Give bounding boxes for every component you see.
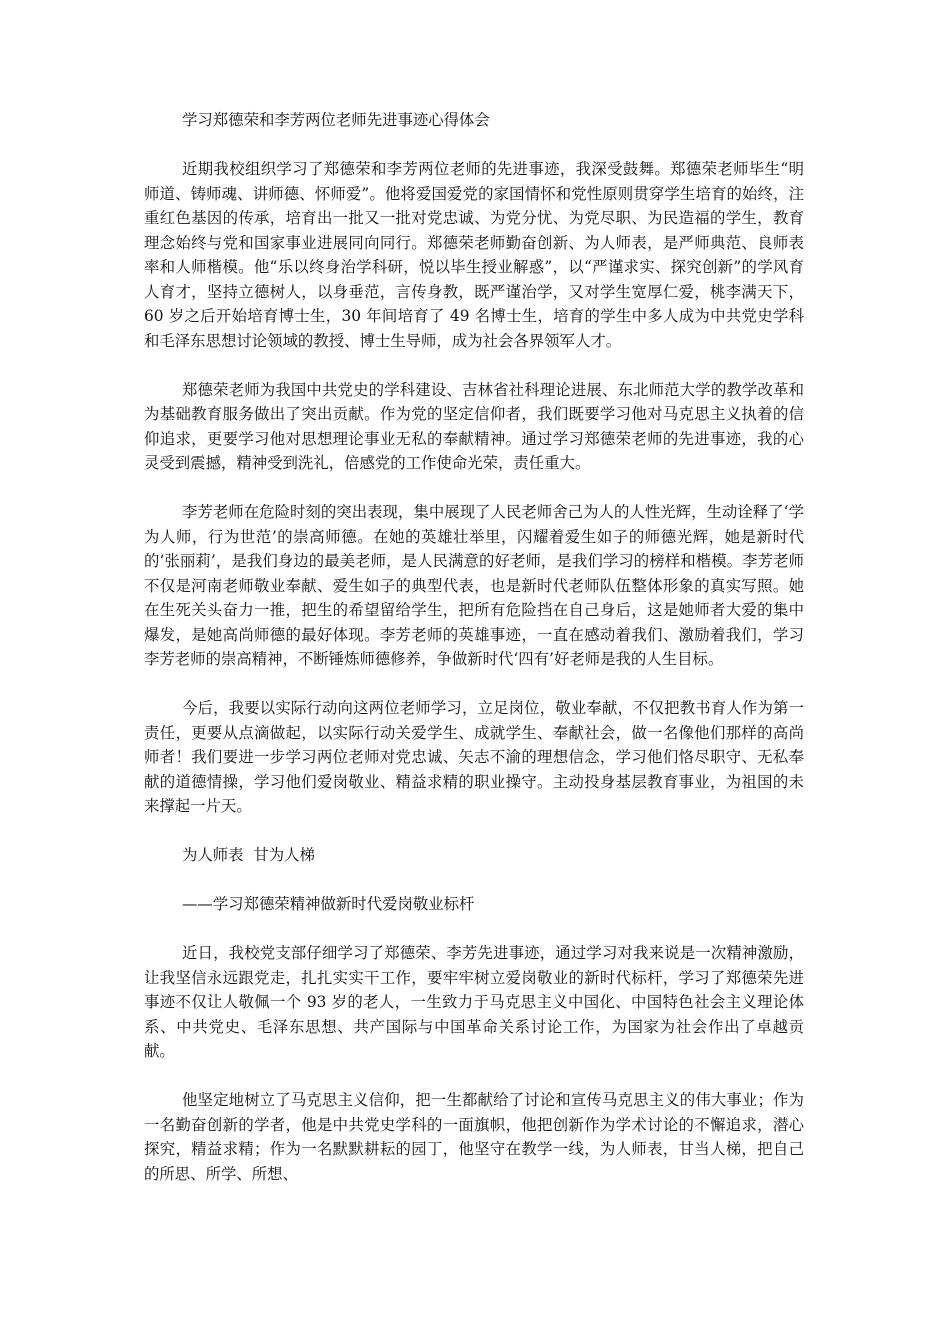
spacer: [144, 1064, 804, 1089]
spacer: [144, 868, 804, 893]
section-title: 为人师表 甘为人梯: [182, 846, 315, 864]
document-title: 学习郑德荣和李芳两位老师先进事迹心得体会: [182, 111, 490, 129]
paragraph-4: 今后，我要以实际行动向这两位老师学习，立足岗位，敬业奉献，不仅把教书育人作为第一责任，更要从点滴做起，以实际行动关爱学生、成就学生、奉献社会，做一名像他们那样的高尚师者！我们要进一步学习两位老师对党忠诚、矢志不渝的理想信念，学习他们恪尽职守、无私奉献的道德情操，学习他们爱岗敬业、精益求精的职业操守。主动投身基层教育事业，为祖国的未来撑起一片天。: [144, 699, 804, 815]
paragraph-3: 李芳老师在危险时刻的突出表现，集中展现了人民老师舍己为人的人性光辉，生动诠释了‘学为人师，行为世范’的崇高师德。在她的英雄壮举里，闪耀着爱生如子的师德光辉，她是新时代的‘张丽莉’，是我们身边的最美老师，是人民满意的好老师，是我们学习的榜样和楷模。李芳老师不仅是河南老师敬业奉献、爱生如子的典型代表，也是新时代老师队伍整体形象的真实写照。她在生死关头奋力一推，把生的希望留给学生，把所有危险挡在自己身后，这是她师者大爱的集中爆发，是她高尚师德的最好体现。李芳老师的英雄事迹，一直在感动着我们、激励着我们，学习李芳老师的崇高精神，不断锤炼师德修养，争做新时代‘四有’好老师是我的人生目标。: [144, 503, 804, 668]
paragraph-1: 近期我校组织学习了郑德荣和李芳两位老师的先进事迹，我深受鼓舞。郑德荣老师毕生“明师道、铸师魂、讲师德、怀师爱”。他将爱国爱党的家国情怀和党性原则贯穿学生培育的始终，注重红色基因的传承，培育出一批又一批对党忠诚、为党分忧、为党尽职、为民造福的学生，教育理念始终与党和国家事业进展同向同行。郑德荣老师勤奋创新、为人师表，是严师典范、良师表率和人师楷模。他“乐以终身治学科研，悦以毕生授业解惑”，以“严谨求实、探究创新”的学风育人育才，坚持立德树人，以身垂范，言传身教，既严谨治学，又对学生宽厚仁爱，桃李满天下，60 岁之后开始培育博士生，30 年间培育了 49 名博士生，培育的学生中多人成为中共党史学科和毛泽东思想讨论领域的教授、博士生导师，成为社会各界领军人才。: [144, 160, 804, 350]
spacer: [144, 133, 804, 158]
spacer: [144, 917, 804, 942]
paragraph-5: 近日，我校党支部仔细学习了郑德荣、李芳先进事迹，通过学习对我来说是一次精神激励，让我坚信永远跟党走，扎扎实实干工作，要牢牢树立爱岗敬业的新时代标杆，学习了郑德荣先进事迹不仅让人敬佩一个 93 岁的老人，一生致力于马克思主义中国化、中国特色社会主义理论体系、中共党史、毛泽东思想、共产国际与中国革命关系讨论工作，为国家为社会作出了卓越贡献。: [144, 944, 804, 1060]
spacer: [144, 672, 804, 697]
spacer: [144, 819, 804, 844]
paragraph-6: 他坚定地树立了马克思主义信仰，把一生都献给了讨论和宣传马克思主义的伟大事业；作为一名勤奋创新的学者，他是中共党史学科的一面旗帜，他把创新作为学术讨论的不懈追求，潜心探究，精益求精；作为一名默默耕耘的园丁，他坚守在教学一线，为人师表，甘当人梯，把自己的所思、所学、所想、: [144, 1091, 804, 1183]
spacer: [144, 476, 804, 501]
section-subtitle: ——学习郑德荣精神做新时代爱岗敬业标杆: [182, 895, 475, 913]
document-page: [144, 108, 804, 1186]
paragraph-2: 郑德荣老师为我国中共党史的学科建设、吉林省社科理论进展、东北师范大学的教学改革和为基础教育服务做出了突出贡献。作为党的坚定信仰者，我们既要学习他对马克思主义执着的信仰追求，更要学习他对思想理论事业无私的奉献精神。通过学习郑德荣老师的先进事迹，我的心灵受到震撼，精神受到洗礼，倍感党的工作使命光荣，责任重大。: [144, 380, 804, 472]
spacer: [144, 353, 804, 378]
